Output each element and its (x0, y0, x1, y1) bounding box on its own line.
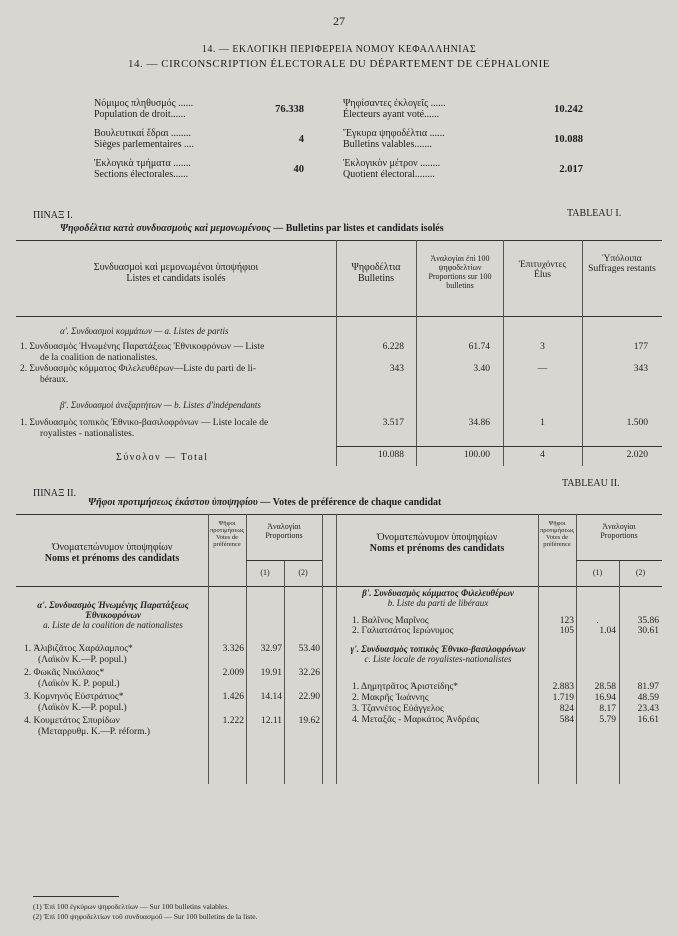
section-b: β'. Συνδυασμοὶ ἀνεξαρτήτων — b. Listes d'indépendants (60, 400, 261, 410)
row-name: 1. Συνδυασμὸς τοπικὸς Ἐθνικο-βασιλοφρόνων — Liste locale de (20, 418, 269, 428)
row-bulletins: 3.517 (382, 418, 404, 428)
candidate-name: 2. Γαλιατσάτος Ιερώνυμος (352, 626, 454, 636)
col-divider (322, 514, 323, 784)
candidate-prop1: 14.14 (260, 692, 282, 702)
col-divider (619, 560, 620, 784)
summary-item (343, 158, 593, 185)
summary-label-fr: Sièges parlementaires .... (94, 139, 194, 150)
col-header-votes: Ψῆφοι προτιμήσεως Votes de préférence (540, 520, 575, 548)
candidate-name: 1. Βαλῖνος Μαρῖνος (352, 616, 429, 626)
table1-label-gr: ΠΙΝΑΞ Ι. (33, 210, 73, 221)
table1 (16, 240, 662, 466)
section-left-gr: α'. Συνδυασμὸς Ἡνωμένης Παρατάξεως Ἐθνικοφρόνων (37, 600, 189, 620)
candidate-prop1: 12.11 (260, 716, 282, 726)
col-header-1: (1) (260, 568, 270, 577)
candidate-party: (Λαϊκὸν Κ.—P. popul.) (38, 703, 127, 713)
candidate-votes: 584 (559, 715, 574, 725)
section-right-2-gr: γ'. Συνδυασμὸς τοπικὸς Ἐθνικο-βασιλοφρόνων (350, 644, 526, 654)
col-header-proportions-fr: Proportions (600, 531, 638, 540)
col-header-restants-gr: Ὑπόλοιπα (602, 254, 642, 264)
row-bulletins: 343 (389, 364, 404, 374)
col-header-bulletins (336, 262, 416, 284)
col-header-lists-gr: Συνδυασμοὶ καὶ μεμονωμένοι ὑποψήφιοι (93, 262, 259, 273)
row-name: 2. Συνδυασμὸς κόμματος Φιλελευθέρων—Liste du parti de li- (20, 364, 257, 374)
total-elus: 4 (540, 450, 545, 460)
row-name-cont: royalistes - nationalistes. (40, 429, 135, 439)
summary-left (94, 98, 344, 185)
summary-label-fr: Électeurs ayant voté...... (343, 109, 440, 120)
candidate-prop2: 81.97 (637, 682, 659, 692)
col-header-names-gr: Ὀνοματεπώνυμον ὑποψηφίων (51, 542, 173, 553)
rule (576, 560, 662, 561)
candidate-prop2: 22.90 (298, 692, 320, 702)
total-restants: 2.020 (626, 450, 648, 460)
table1-heading-fr: — Bulletins par listes et candidats isolés (273, 223, 444, 234)
candidate-prop2: 48.59 (637, 693, 659, 703)
rule (246, 560, 322, 561)
candidate-prop2: 30.61 (637, 626, 659, 636)
col-header-elus-fr: Élus (534, 270, 551, 280)
candidate-votes: 123 (559, 616, 574, 626)
section-right-2-fr: c. Liste locale de royalistes-nationalistes (364, 654, 512, 664)
candidate-votes: 1.719 (552, 693, 574, 703)
col-header-bulletins-fr: Bulletins (357, 273, 395, 284)
candidate-party: (Μεταρρυθμ. Κ.—P. réform.) (38, 727, 151, 737)
row-elus: 3 (540, 342, 545, 352)
col-header-restants-fr: Suffrages restants (588, 264, 656, 274)
candidate-name: 2. Φωκᾶς Νικόλαος* (24, 668, 105, 678)
row-name: 1. Συνδυασμὸς Ἡνωμένης Παρατάξεως Ἐθνικοφρόνων — Liste (20, 342, 265, 352)
col-header-proportions-gr: Ἀναλογίαι (267, 522, 301, 531)
table2-label-fr: TABLEAU II. (562, 478, 620, 489)
row-name-cont: de la coalition de nationalistes. (40, 353, 158, 363)
table1-label-fr: TABLEAU I. (567, 208, 622, 219)
rule (336, 446, 662, 447)
candidate-name: 3. Τζαννέτος Εὐάγγελος (352, 704, 444, 714)
summary-value: 40 (293, 164, 304, 175)
summary-item (94, 158, 344, 185)
row-name-cont: béraux. (40, 375, 69, 385)
candidate-votes: 824 (559, 704, 574, 714)
total-label: Σύνολον — Total (116, 452, 209, 463)
candidate-name: 2. Μακρῆς Ἰωάννης (352, 693, 429, 703)
candidate-prop1: . (596, 616, 599, 626)
section-right-1-gr: β'. Συνδυασμὸς κόμματος Φιλελευθέρων (362, 588, 514, 598)
candidate-row (24, 668, 208, 690)
candidate-votes: 2.009 (222, 668, 244, 678)
col-header-restants (582, 254, 662, 274)
section-right-1 (338, 588, 538, 608)
col-header-names-fr: Noms et prénoms des candidats (369, 543, 505, 554)
rule (16, 514, 662, 515)
candidate-name: 1. Ἀλιβιζᾶτος Χαράλαμπος* (24, 644, 133, 654)
row-restants: 177 (633, 342, 648, 352)
col-header-names (336, 532, 538, 554)
candidate-name: 3. Κομνηνὸς Εὐστράτιος* (24, 692, 124, 702)
row-restants: 1.500 (626, 418, 648, 428)
candidate-prop1: 16.94 (594, 693, 616, 703)
col-header-proportions-fr: Proportions (265, 531, 303, 540)
candidate-prop1: 28.58 (594, 682, 616, 692)
col-header-names-fr: Noms et prénoms des candidats (44, 553, 180, 564)
table1-heading (60, 223, 640, 234)
candidate-row (24, 716, 208, 738)
candidate-votes: 2.883 (552, 682, 574, 692)
col-header-proportions-gr: Ἀναλογίαι (602, 522, 636, 531)
col-header-bulletins-gr: Ψηφοδέλτια (351, 262, 401, 273)
candidate-row (24, 644, 208, 666)
summary-value: 2.017 (559, 164, 583, 175)
col-header-lists (16, 262, 336, 284)
summary-value: 76.338 (275, 104, 304, 115)
summary-label-fr: Quotient électoral........ (343, 169, 435, 180)
section-left-fr: a. Liste de la coalition de nationalistes (43, 620, 183, 630)
summary-item (94, 128, 344, 158)
rule (16, 240, 662, 241)
candidate-party: (Λαϊκὸν Κ.—P. popul.) (38, 655, 127, 665)
col-header-1: (1) (592, 568, 603, 577)
col-header-2: (2) (635, 568, 646, 577)
row-proportion: 3.40 (473, 364, 490, 374)
table2-label-gr: ΠΙΝΑΞ ΙΙ. (33, 488, 77, 499)
summary-label-gr: Νόμιμος πληθυσμός ...... (94, 98, 194, 109)
footnote-2: (2) Ἐπὶ 100 ψηφοδελτίων τοῦ συνδυασμοῦ — Sur 100 bulletins de la liste. (33, 912, 258, 921)
summary-value: 10.088 (554, 134, 583, 145)
candidate-party: (Λαϊκὸν Κ. P. popul.) (38, 679, 120, 689)
candidate-votes: 1.426 (222, 692, 244, 702)
table1-heading-gr: Ψηφοδέλτια κατὰ συνδυασμοὺς καὶ μεμονωμένους (60, 223, 271, 234)
section-right-1-fr: b. Liste du parti de libéraux (387, 598, 489, 608)
row-proportion: 34.86 (468, 418, 490, 428)
col-header-proportions (420, 254, 500, 290)
candidate-prop2: 16.61 (637, 715, 659, 725)
summary-label-gr: Βουλευτικαί ἕδραι ........ (94, 128, 192, 139)
total-bulletins: 10.088 (377, 450, 404, 460)
title-greek: 14. — ΕΚΛΟΓΙΚΗ ΠΕΡΙΦΕΡΕΙΑ ΝΟΜΟΥ ΚΕΦΑΛΛΗΝΙΑΣ (201, 44, 477, 55)
row-restants: 343 (633, 364, 648, 374)
col-header-proportions-fr: Proportions sur 100 bulletins (428, 272, 492, 290)
table2-heading-fr: — Votes de préférence de chaque candidat (260, 497, 442, 508)
summary-label-gr: Ἐκλογικὸν μέτρον ........ (343, 158, 441, 169)
candidate-prop1: 8.17 (599, 704, 616, 714)
candidate-prop2: 19.62 (298, 716, 320, 726)
candidate-name: 4. Μεταξᾶς - Μαρκάτος Ἀνδρέας (352, 715, 480, 725)
summary-item (343, 128, 593, 158)
table-row (20, 364, 336, 386)
summary-item (343, 98, 593, 125)
summary-right (343, 98, 593, 185)
col-header-names-gr: Ὀνοματεπώνυμον ὑποψηφίων (376, 532, 498, 543)
candidate-prop2: 23.43 (637, 704, 659, 714)
footnote-1: (1) Ἐπὶ 100 ἐγκύρων ψηφοδελτίων — Sur 100 bulletins valables. (33, 902, 230, 911)
total-proportion: 100.00 (463, 450, 490, 460)
table-row (20, 342, 336, 364)
row-proportion: 61.74 (468, 342, 490, 352)
row-elus: 1 (540, 418, 545, 428)
table-row (20, 418, 336, 440)
candidate-row (24, 692, 208, 714)
row-elus: — (537, 364, 548, 374)
candidate-votes: 3.326 (222, 644, 244, 654)
col-divider (336, 514, 337, 784)
summary-label-fr: Population de droit...... (94, 109, 186, 120)
col-header-votes: Ψῆφοι προτιμήσεως Votes de préférence (210, 520, 245, 548)
col-divider (538, 514, 539, 784)
col-header-lists-fr: Listes et candidats isolés (126, 273, 226, 284)
candidate-prop1: 32.97 (260, 644, 282, 654)
candidate-prop2: 53.40 (298, 644, 320, 654)
col-header-proportions (246, 522, 322, 540)
candidate-prop1: 5.79 (599, 715, 616, 725)
col-header-elus (503, 260, 582, 280)
col-header-proportions (576, 522, 662, 540)
rule (16, 586, 662, 587)
page-number: 27 (333, 14, 345, 28)
table2-heading (88, 497, 648, 508)
row-bulletins: 6.228 (382, 342, 404, 352)
table2-heading-gr: Ψῆφοι προτιμήσεως ἑκάστου ὑποψηφίου (88, 497, 258, 508)
summary-label-fr: Bulletins valables....... (343, 139, 432, 150)
rule (16, 316, 662, 317)
candidate-prop2: 32.26 (298, 668, 320, 678)
summary-label-fr: Sections électorales...... (94, 169, 189, 180)
candidate-prop1: 1.04 (599, 626, 616, 636)
footnote-rule (33, 896, 119, 897)
col-divider (416, 240, 417, 466)
title-french: 14. — CIRCONSCRIPTION ÉLECTORALE DU DÉPARTEMENT DE CÉPHALONIE (128, 58, 550, 70)
col-divider (576, 514, 577, 784)
candidate-votes: 1.222 (222, 716, 244, 726)
candidate-prop2: 35.86 (637, 616, 659, 626)
col-header-proportions-gr: Ἀναλογίαι ἐπὶ 100 ψηφοδελτίων (430, 254, 490, 272)
col-header-elus-gr: Ἐπιτυχόντες (518, 260, 567, 270)
table2 (16, 514, 662, 784)
summary-value: 4 (298, 134, 304, 145)
summary-label-gr: Ψηφίσαντες ἐκλογεῖς ...... (343, 98, 446, 109)
section-left (20, 600, 206, 630)
section-right-2 (338, 644, 538, 664)
section-a: α'. Συνδυασμοὶ κομμάτων — a. Listes de partis (60, 326, 229, 336)
candidate-votes: 105 (559, 626, 574, 636)
summary-label-gr: Ἔγκυρα ψηφοδέλτια ...... (343, 128, 445, 139)
col-header-2: (2) (298, 568, 308, 577)
summary-value: 10.242 (554, 104, 583, 115)
summary-label-gr: Ἐκλογικὰ τμήματα ....... (94, 158, 191, 169)
candidate-name: 1. Δημητρᾶτος Ἀριστείδης* (352, 682, 458, 692)
candidate-name: 4. Κουμετάτος Σπυρίδων (24, 716, 120, 726)
summary-item (94, 98, 344, 125)
candidate-prop1: 19.91 (260, 668, 282, 678)
col-header-names (16, 542, 208, 564)
